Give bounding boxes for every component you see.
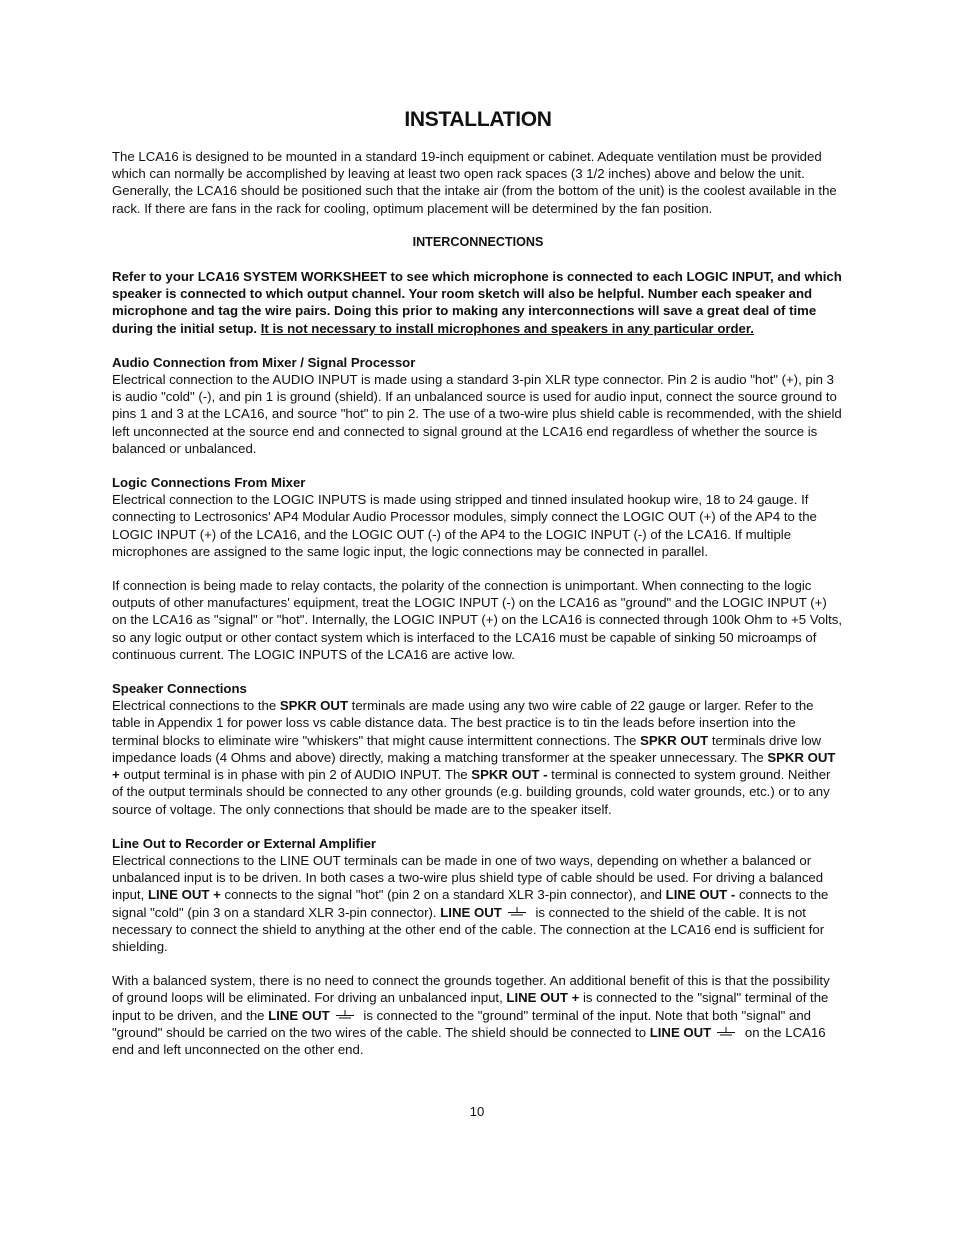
worksheet-note-text: Refer to your LCA16 SYSTEM WORKSHEET to see which microphone is connected to each LOGIC INPUT, and which speaker is connected to which output channel. Your room sketch will also be helpful. Number each speaker and microphone and tag the wire pairs. Doing this prior to making any interconnections will save a great deal of time during the initial setup. xyxy=(112,269,842,336)
lineout-text: connects to the signal "hot" (pin 2 on a standard XLR 3-pin connector), and xyxy=(220,887,666,903)
lineout-text: is connected to the shield of the cable. It is not necessary to connect the shield to anything at the other end of the cable. The connection at the LCA16 end is sufficient for shielding. xyxy=(112,904,825,954)
lineout-text: is connected to the "ground" terminal of the input. Note that both "signal" and "ground" should be carried on the two wires of the cable. The shield should be connected to xyxy=(112,1007,811,1040)
audio-paragraph: Electrical connection to the AUDIO INPUT is made using a standard 3-pin XLR type connector. Pin 2 is audio "hot" (+), pin 3 is audio "cold" (-), and pin 1 is ground (shield). If an unbalanced source is used for audio input, connect the source ground to pins 1 and 3 at the LCA16, and source "hot" to pin 2. The use of a two-wire plus shield cable is recommended, with the shield left unconnected at the source end and connected to signal ground at the LCA16 end regardless of whether the source is balanced or unbalanced. xyxy=(112,372,842,456)
lineout-term: LINE OUT + xyxy=(506,990,580,1006)
ground-symbol-icon xyxy=(334,1009,356,1021)
lineout-text: connects to the signal "cold" (pin 3 on a standard XLR 3-pin connector). xyxy=(112,887,829,920)
speaker-heading: Speaker Connections xyxy=(112,681,247,697)
lineout-heading: Line Out to Recorder or External Amplifier xyxy=(112,835,377,851)
speaker-text: terminals are made using any two wire cable of 22 gauge or larger. Refer to the table in Appendix 1 for power loss vs cable distance data. The best practice is to tin the leads before insertion into the terminal blocks to eliminate wire "whiskers" that might cause intermittent connections. The xyxy=(112,698,814,748)
lineout-text: on the LCA16 end and left unconnected on the other end. xyxy=(112,1024,826,1057)
audio-heading: Audio Connection from Mixer / Signal Processor xyxy=(112,354,416,370)
lineout-paragraph-2 xyxy=(112,972,844,1058)
lineout-term: LINE OUT xyxy=(440,904,502,920)
interconnections-heading: INTERCONNECTIONS xyxy=(412,234,544,249)
speaker-term: SPKR OUT - xyxy=(471,767,548,783)
lineout-term: LINE OUT - xyxy=(665,887,736,903)
speaker-term: SPKR OUT xyxy=(640,732,709,748)
ground-symbol-icon xyxy=(715,1026,737,1038)
worksheet-note-underlined: It is not necessary to install microphones and speakers in any particular order. xyxy=(260,320,754,336)
lineout-paragraph-1 xyxy=(112,852,844,955)
speaker-term: SPKR OUT xyxy=(279,698,349,714)
speaker-text: Electrical connections to the xyxy=(112,698,280,714)
worksheet-note xyxy=(112,268,844,337)
logic-paragraph-1: Electrical connection to the LOGIC INPUTS is made using stripped and tinned insulated hookup wire, 18 to 24 gauge. If connecting to Lectrosonics' AP4 Modular Audio Processor modules, simply connect the LOGIC OUT (+) of the AP4 to the LOGIC INPUT (+) of the LCA16, and the LOGIC OUT (-) of the AP4 to the LOGIC INPUT (-) of the LCA16. If multiple microphones are assigned to the same logic input, the logic connections may be connected in parallel. xyxy=(112,492,817,559)
speaker-text: terminals drive low impedance loads (4 Ohms and above) directly, making a matching transformer at the speaker unnecessary. The xyxy=(112,732,822,765)
page-title: INSTALLATION xyxy=(404,108,552,131)
intro-paragraph: The LCA16 is designed to be mounted in a standard 19-inch equipment or cabinet. Adequate ventilation must be provided which can normally be accomplished by leaving at least two open rack spaces (3 1/2 inches) above and below the unit. Generally, the LCA16 should be positioned such that the intake air (from the bottom of the unit) is the coolest available in the rack. If there are fans in the rack for cooling, optimum placement will be determined by the fan position. xyxy=(112,149,837,216)
logic-heading: Logic Connections From Mixer xyxy=(112,475,306,491)
lineout-text: is connected to the "signal" terminal of the input to be driven, and the xyxy=(112,990,829,1023)
lineout-text: With a balanced system, there is no need to connect the grounds together. An additional benefit of this is that the possibility of ground loops will be eliminated. For driving an unbalanced input, xyxy=(112,973,830,1006)
lineout-term: LINE OUT + xyxy=(147,887,221,903)
logic-paragraph-2: If connection is being made to relay contacts, the polarity of the connection is unimportant. When connecting to the logic outputs of other manufactures' equipment, treat the LOGIC INPUT (-) on the LCA16 as "ground" and the LOGIC INPUT (+) on the LCA16 as "signal" or "hot". Internally, the LOGIC INPUT (+) on the LCA16 is connected through 100k Ohm to +5 Volts, so any logic output or other contact system which is interfaced to the LCA16 must be capable of sinking 50 microamps of continuous current. The LOGIC INPUTS of the LCA16 are active low. xyxy=(112,578,843,662)
speaker-text: terminal is connected to system ground. Neither of the output terminals should be connected to any other grounds (e.g. building grounds, cold water grounds, etc.) or to any source of voltage. The only connections that should be made are to the speaker itself. xyxy=(112,767,831,817)
speaker-text: output terminal is in phase with pin 2 of AUDIO INPUT. The xyxy=(119,767,472,783)
page-number: 10 xyxy=(469,1104,485,1119)
document-page xyxy=(112,104,844,1058)
speaker-term: SPKR OUT + xyxy=(112,749,836,783)
lineout-term: LINE OUT xyxy=(268,1007,330,1023)
lineout-term: LINE OUT xyxy=(649,1024,712,1040)
ground-symbol-icon xyxy=(506,906,528,918)
speaker-paragraph xyxy=(112,697,844,817)
lineout-text: Electrical connections to the LINE OUT terminals can be made in one of two ways, depending on whether a balanced or unbalanced input is to be driven. In both cases a two-wire plus shield type of cable should be used. For driving a balanced input, xyxy=(112,852,824,903)
